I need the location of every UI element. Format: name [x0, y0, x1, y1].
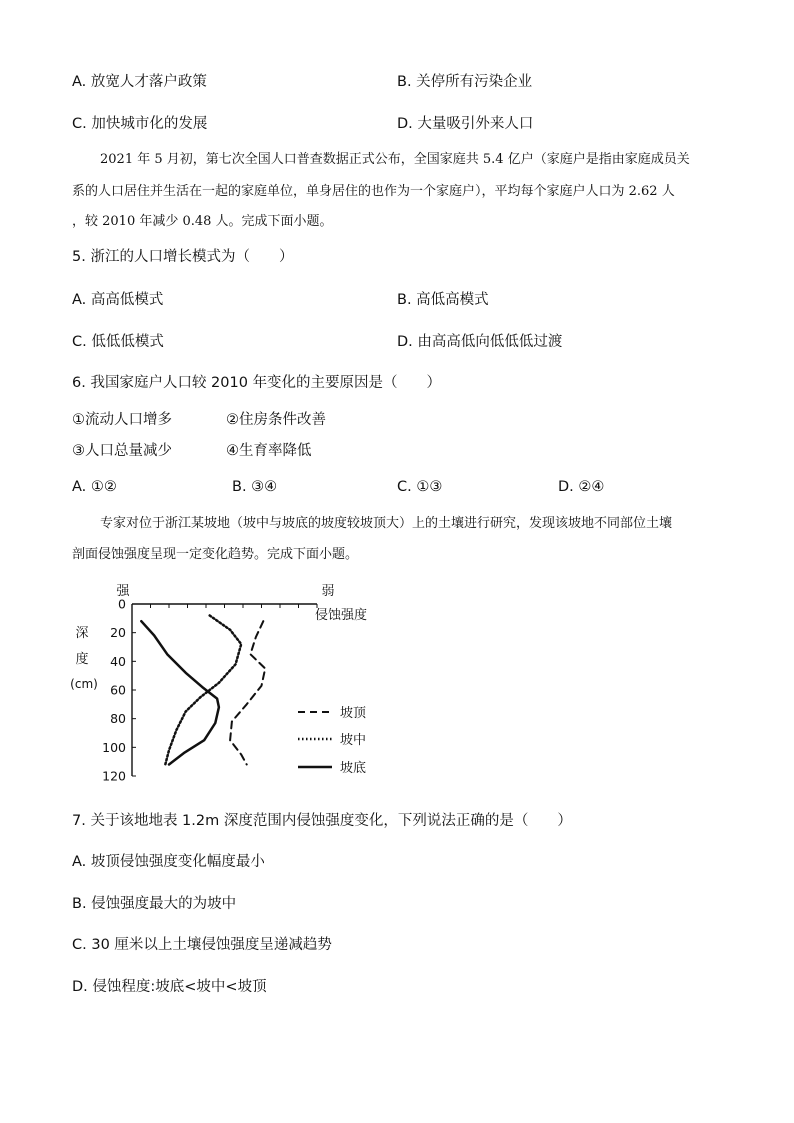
q6-option-d: D. ②④ — [558, 479, 605, 495]
legend-label-top: 坡顶 — [340, 706, 367, 721]
y-label-unit: (cm) — [70, 677, 98, 691]
q5-option-c: C. 低低低模式 — [72, 334, 164, 350]
legend — [298, 705, 367, 776]
q7-stem: 7. 关于该地地表 1.2m 深度范围内侵蚀强度变化，下列说法正确的是（ ） — [72, 813, 572, 829]
x-label-strong: 强 — [116, 584, 130, 599]
passage1-line3: ，较 2010 年减少 0.48 人。完成下面小题。 — [72, 214, 333, 229]
q7-option-a: A. 坡顶侵蚀强度变化幅度最小 — [72, 854, 265, 870]
q7-option-c: C. 30 厘米以上土壤侵蚀强度呈递减趋势 — [72, 937, 332, 953]
q7-option-b: B. 侵蚀强度最大的为坡中 — [72, 896, 237, 912]
q4-option-b: B. 关停所有污染企业 — [397, 74, 533, 90]
y-tick-label-40: 40 — [110, 653, 126, 669]
series-slope-top — [230, 621, 265, 764]
y-tick-label-120: 120 — [102, 768, 126, 784]
x-axis-title: 侵蚀强度 — [314, 608, 368, 623]
passage2-line1: 专家对位于浙江某坡地（坡中与坡底的坡度较坡顶大）上的土壤进行研究，发现该坡地不同部位土壤 — [100, 516, 673, 531]
legend-label-bottom: 坡底 — [340, 761, 367, 776]
passage1-line2: 系的人口居住并生活在一起的家庭单位，单身居住的也作为一个家庭户），平均每个家庭户人口为 2.62 人 — [72, 184, 675, 199]
y-ticks — [102, 597, 136, 784]
x-label-weak: 弱 — [321, 584, 335, 599]
q6-option-a: A. ①② — [72, 479, 117, 495]
q7-option-d: D. 侵蚀程度:坡底<坡中<坡顶 — [72, 979, 267, 995]
q6-stem: 6. 我国家庭户人口较 2010 年变化的主要原因是（ ） — [72, 375, 442, 391]
q6-item-4: ④生育率降低 — [226, 443, 312, 459]
y-label-char-1: 深 — [75, 626, 89, 641]
y-tick-label-0: 0 — [118, 596, 126, 612]
q6-option-b: B. ③④ — [232, 479, 278, 495]
q6-option-c: C. ①③ — [397, 479, 443, 495]
y-tick-label-80: 80 — [110, 711, 126, 727]
q5-option-b: B. 高低高模式 — [397, 292, 489, 308]
y-label-char-2: 度 — [75, 652, 89, 667]
chart-axes — [132, 604, 317, 776]
q4-option-d: D. 大量吸引外来人口 — [397, 116, 534, 132]
q6-item-1: ①流动人口增多 — [72, 412, 172, 428]
passage2-line2: 剖面侵蚀强度呈现一定变化趋势。完成下面小题。 — [72, 547, 359, 562]
chart-series — [141, 616, 265, 765]
legend-label-mid: 坡中 — [340, 733, 367, 748]
y-tick-label-100: 100 — [102, 739, 126, 755]
q4-option-a: A. 放宽人才落户政策 — [72, 74, 207, 90]
q5-stem: 5. 浙江的人口增长模式为（ ） — [72, 249, 294, 265]
erosion-depth-chart — [60, 578, 390, 793]
q6-item-3: ③人口总量减少 — [72, 443, 172, 459]
q5-option-d: D. 由高高低向低低低过渡 — [397, 334, 563, 350]
q4-option-c: C. 加快城市化的发展 — [72, 116, 208, 132]
passage1-line1: 2021 年 5 月初，第七次全国人口普查数据正式公布，全国家庭共 5.4 亿户（家庭户是指由家庭成员关 — [100, 152, 690, 167]
y-tick-label-20: 20 — [110, 625, 126, 641]
y-tick-label-60: 60 — [110, 682, 126, 698]
q5-option-a: A. 高高低模式 — [72, 292, 164, 308]
q6-item-2: ②住房条件改善 — [226, 412, 326, 428]
